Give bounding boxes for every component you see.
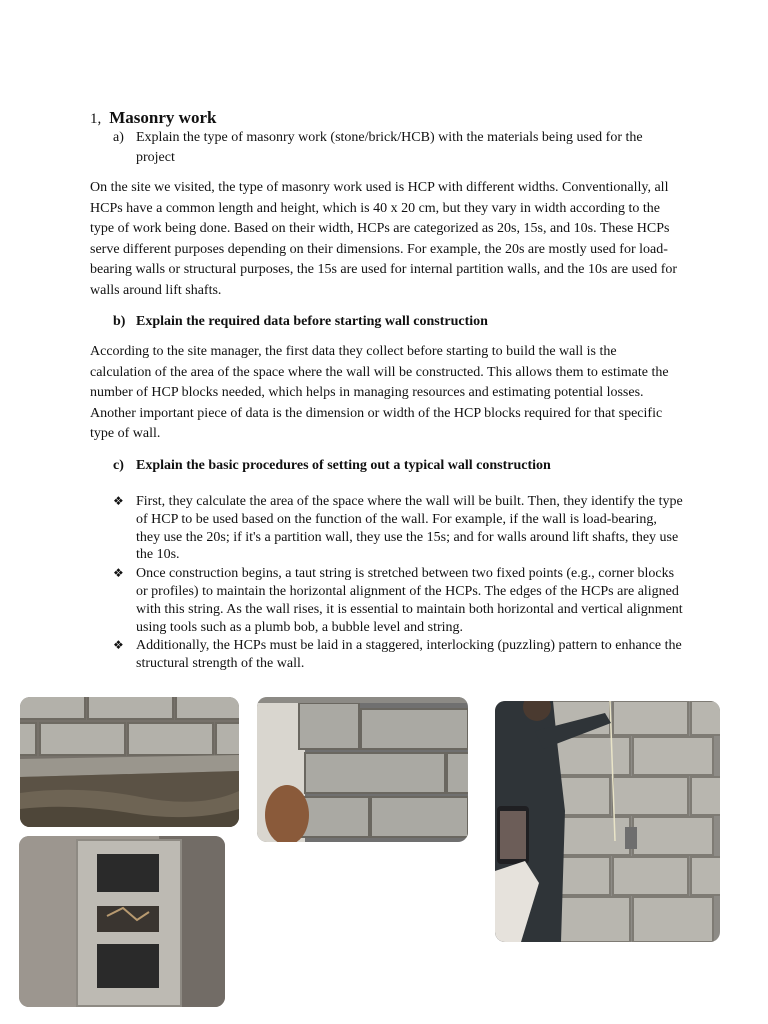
- paragraph-a: On the site we visited, the type of masonry work used is HCP with different widths. Conventionally, all HCPs have a common length and height, which is 40 x 20 cm, but they vary in width according to the type of work being done. Based on their width, HCPs are categorized as 20s, 15s, and 10s. These HCPs serve different purposes depending on their dimensions. For example, the 20s are mostly used for load-bearing walls or structural purposes, the 15s are used for internal partition walls, and the 10s are used for walls around lift shafts.: [90, 180, 678, 298]
- question-b-label: b): [113, 314, 126, 329]
- list-item: [113, 493, 683, 564]
- list-item: [113, 637, 683, 673]
- section-title: Masonry work: [109, 108, 217, 127]
- section-number: 1,: [90, 111, 102, 127]
- question-a-text: Explain the type of masonry work (stone/brick/HCB) with the materials being used for the project: [136, 130, 643, 165]
- question-c-text: Explain the basic procedures of setting out a typical wall construction: [136, 458, 551, 473]
- list-item-text: Once construction begins, a taut string is stretched between two fixed points (e.g., corner blocks or profiles) to maintain the horizontal alignment of the HCPs. The edges of the HCPs are aligned with this string. As the wall rises, it is essential to maintain both horizontal and vertical alignment using tools such as a plumb bob, a bubble level and string.: [136, 566, 683, 635]
- list-item-text: Additionally, the HCPs must be laid in a staggered, interlocking (puzzling) pattern to enhance the structural strength of the wall.: [136, 638, 682, 672]
- photo-wall-closeup: [257, 697, 468, 842]
- list-item-text: First, they calculate the area of the space where the wall will be built. Then, they identify the type of HCP to be used based on the function of the wall. For example, if the wall is load-bearing, they use the 20s; if it's a partition wall, they use the 15s; and for walls around lift shafts, they use the 10s.: [136, 494, 683, 563]
- diamond-bullet-icon: ❖: [113, 494, 124, 508]
- question-c-label: c): [113, 458, 124, 473]
- procedure-list: [113, 493, 683, 674]
- diamond-bullet-icon: ❖: [113, 566, 124, 581]
- section-heading: [90, 94, 216, 131]
- diamond-bullet-icon: ❖: [113, 638, 124, 653]
- question-b: [113, 312, 673, 332]
- photo-wall-base: [20, 697, 239, 827]
- photo-worker-string-line: [495, 701, 720, 942]
- question-b-text: Explain the required data before starting wall construction: [136, 314, 488, 329]
- photo-hollow-block: [19, 836, 225, 1007]
- question-c: [113, 456, 673, 476]
- paragraph-b: According to the site manager, the first data they collect before starting to build the wall is the calculation of the area of the space where the wall will be constructed. This allows them to estimate the number of HCP blocks needed, which helps in managing resources and estimating potential losses. Another important piece of data is the dimension or width of the HCP blocks required for that specific type of wall.: [90, 344, 669, 442]
- question-a-label: a): [113, 130, 124, 145]
- list-item: [113, 565, 683, 636]
- question-a: [113, 128, 673, 167]
